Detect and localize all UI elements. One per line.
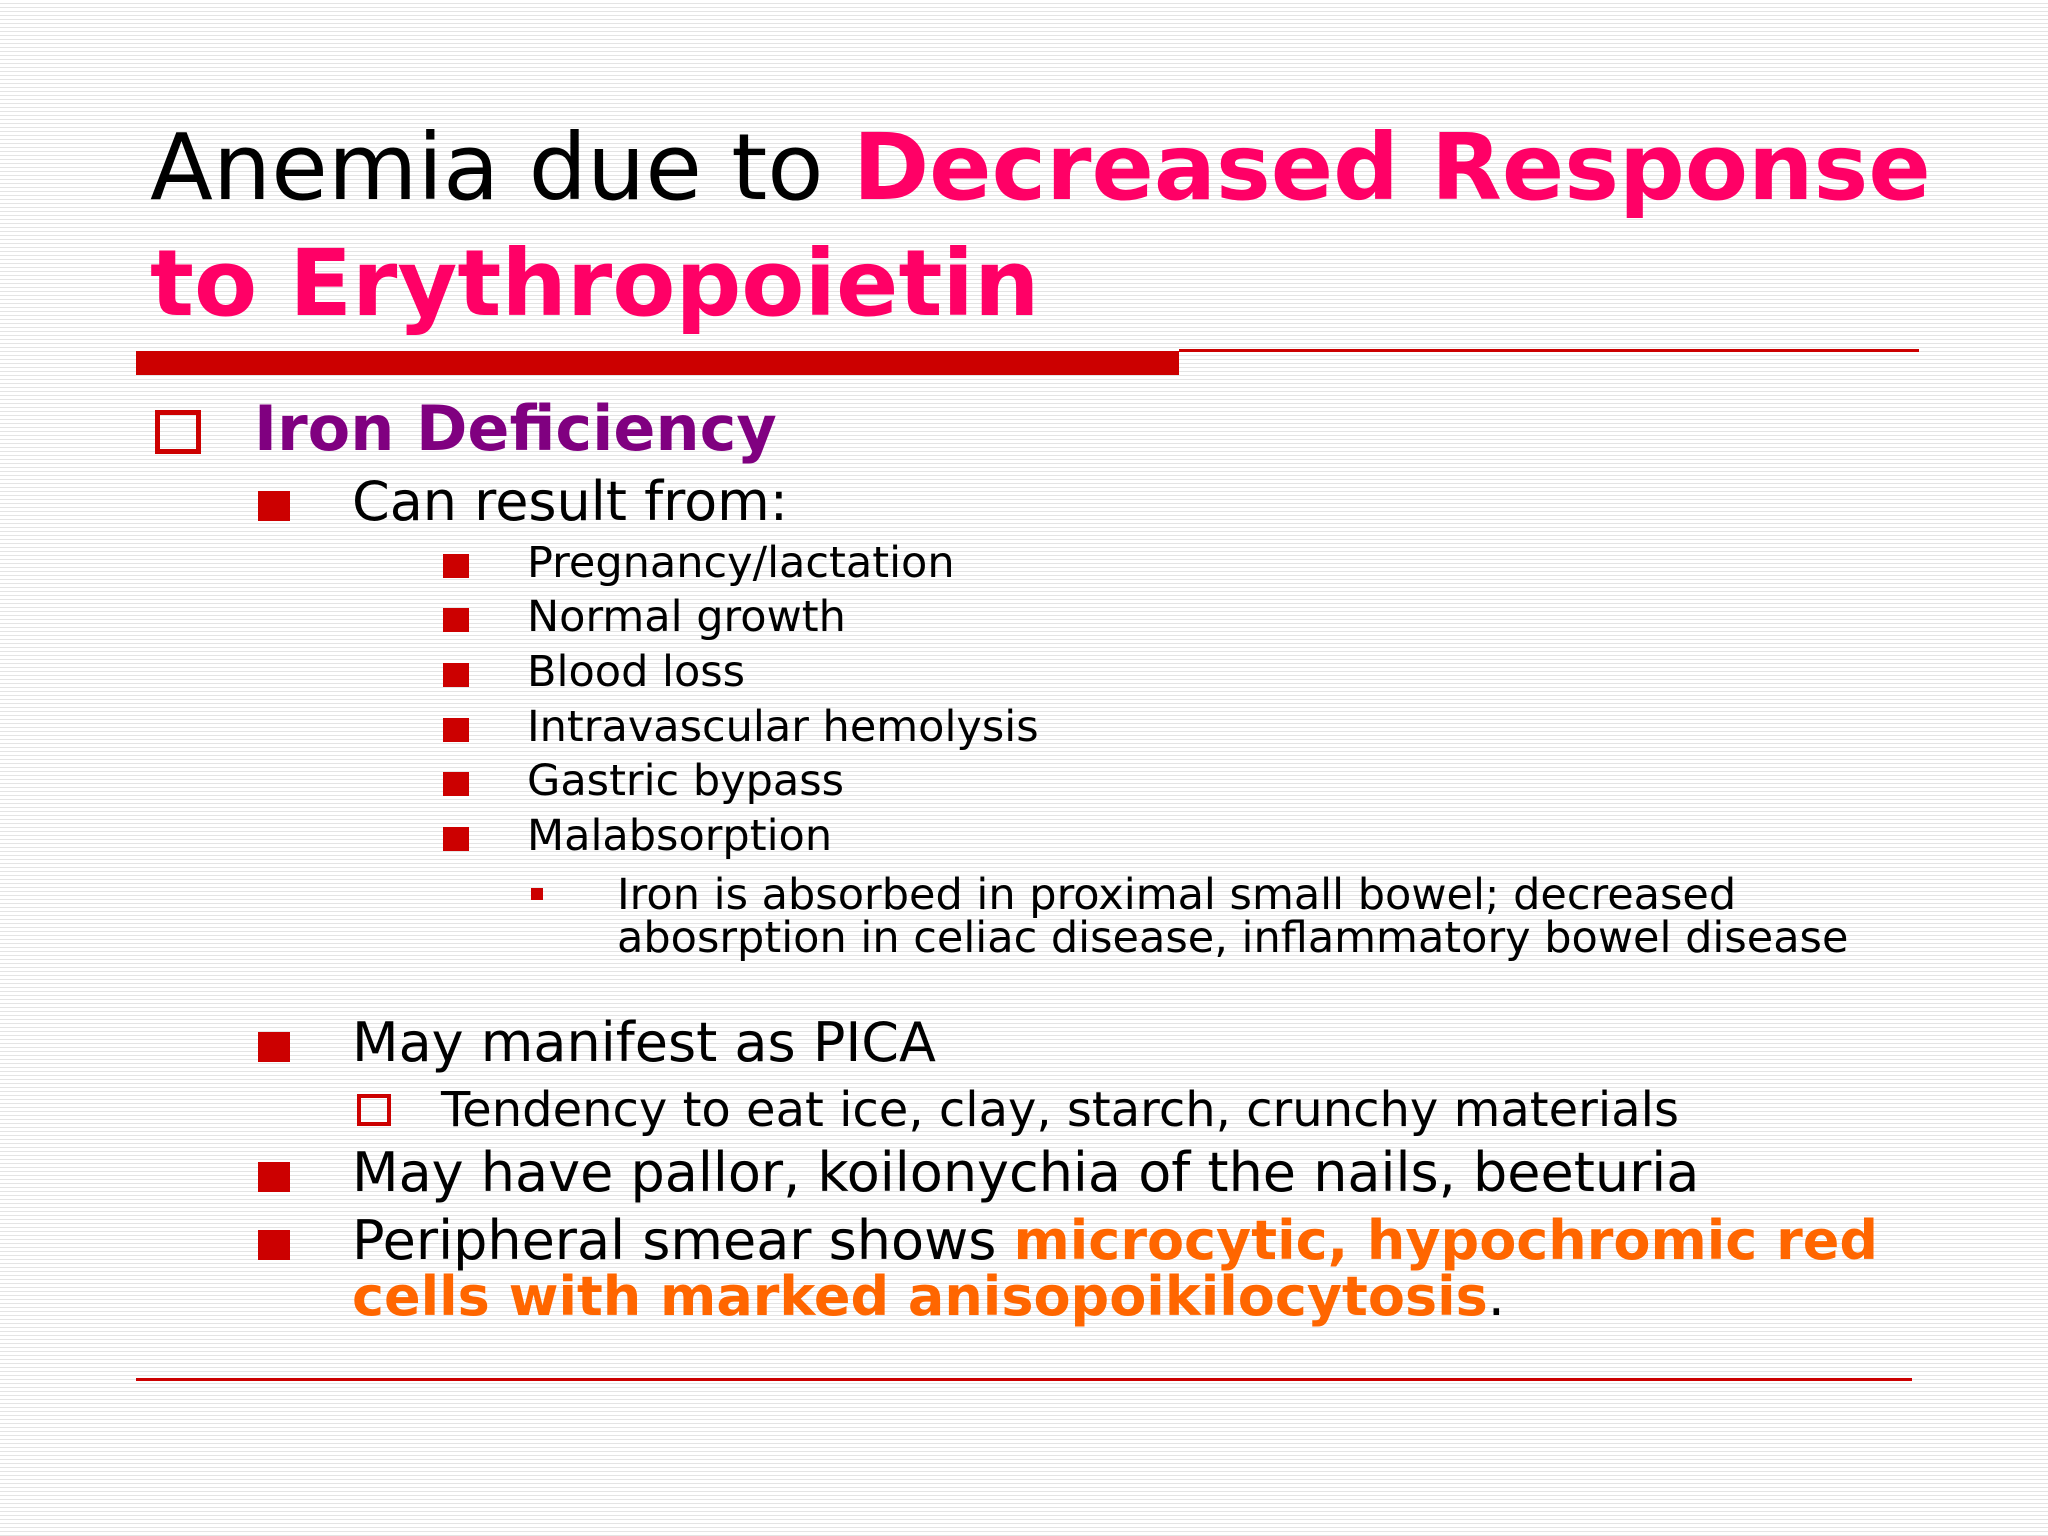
square-bullet-icon [443,772,469,796]
pallor-item: May have pallor, koilonychia of the nails, beeturia [352,1141,1700,1204]
malabsorption-note: Iron is absorbed in proximal small bowel; decreased abosrption in celiac disease, inflammatory bowel disease [617,870,1849,963]
smear-highlight: microcytic, hypochromic red cells with marked anisopoikilocytosis [352,1209,1878,1328]
slide-title [150,110,1950,342]
title-highlight: Decreased Response to Erythropoietin [150,114,1931,337]
cause-item: Blood loss [527,647,746,697]
pica-detail: Tendency to eat ice, clay, starch, crunchy materials [441,1082,1679,1138]
section-heading: Iron Deficiency [254,392,777,465]
smear-item [352,1209,1952,1328]
square-bullet-icon [443,663,469,687]
cause-item: Malabsorption [527,811,833,861]
square-bullet-icon [258,1230,290,1260]
pica-item: May manifest as PICA [352,1011,936,1074]
cause-item: Gastric bypass [527,756,845,806]
cause-item: Normal growth [527,592,846,642]
title-rule-thick [136,351,1179,375]
cause-item: Intravascular hemolysis [527,702,1039,752]
hollow-square-bullet-icon [357,1094,391,1126]
small-square-bullet-icon [531,888,543,900]
smear-prefix: Peripheral smear shows [352,1209,1014,1272]
square-bullet-icon [258,491,290,521]
square-bullet-icon [258,1032,290,1062]
bottom-rule [136,1378,1912,1381]
square-bullet-icon [443,608,469,632]
square-bullet-icon [443,554,469,578]
title-rule-thin [1179,349,1919,352]
cause-item: Pregnancy/lactation [527,538,955,588]
square-bullet-icon [443,827,469,851]
square-bullet-icon [258,1162,290,1192]
causes-intro: Can result from: [352,470,788,533]
square-bullet-icon [443,718,469,742]
title-plain: Anemia due to [150,114,853,221]
hollow-square-bullet-icon [155,410,201,454]
smear-suffix: . [1487,1265,1505,1328]
